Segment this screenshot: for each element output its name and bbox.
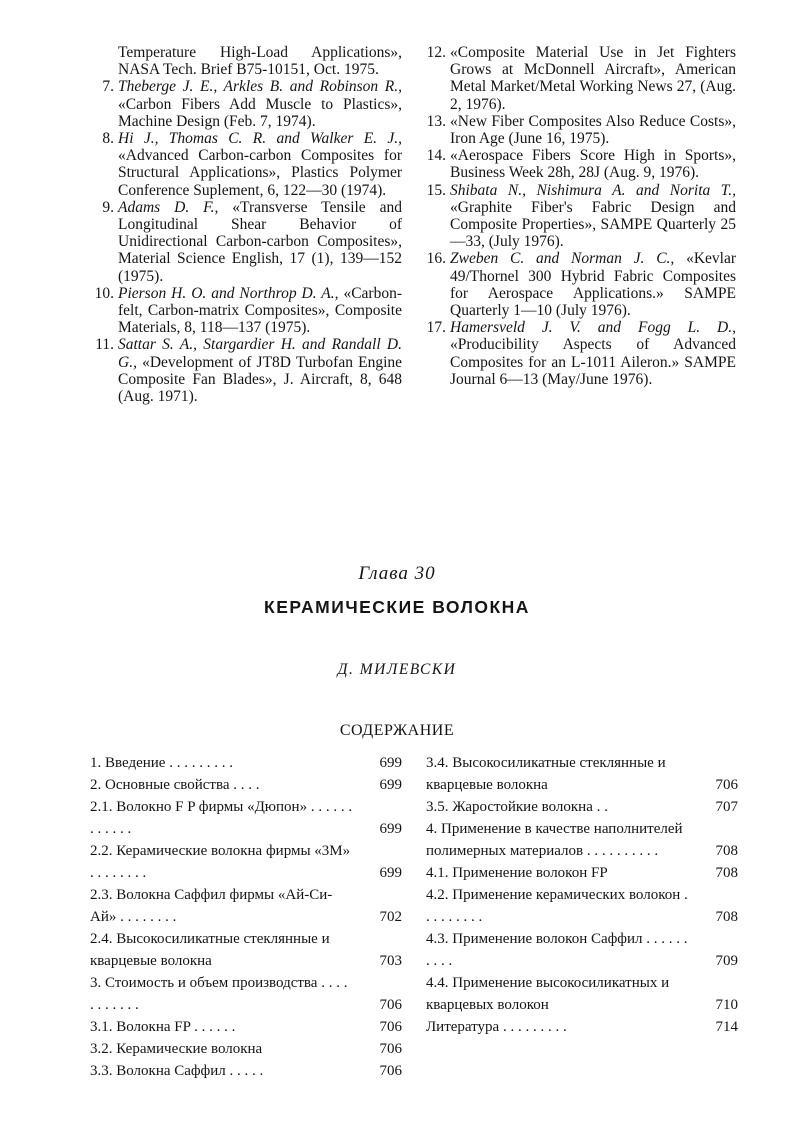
toc-entry-title: 4.2. Применение керамических волокон . . . . . . . . . bbox=[426, 887, 688, 925]
toc-entry bbox=[426, 818, 738, 862]
toc-page-number: 709 bbox=[715, 953, 738, 969]
reference-number: 13. bbox=[426, 112, 446, 130]
toc-entry bbox=[426, 1016, 738, 1038]
toc-entry bbox=[90, 972, 402, 1016]
reference-text: «New Fiber Composites Also Reduce Costs», Iron Age (June 16, 1975). bbox=[450, 112, 736, 148]
reference-item bbox=[90, 44, 402, 78]
toc-page-number: 706 bbox=[379, 1063, 402, 1079]
toc-entry bbox=[426, 928, 738, 972]
toc-entry bbox=[426, 862, 738, 884]
chapter-number: Глава 30 bbox=[358, 563, 436, 584]
reference-text: «Producibility Aspects of Advanced Composites for an L-1011 Aileron.» SAMPE Journal 6—13 (May/June 1976). bbox=[450, 336, 736, 388]
toc-entry-title: Литература . . . . . . . . . bbox=[426, 1019, 567, 1035]
contents-heading: СОДЕРЖАНИЕ bbox=[339, 722, 455, 739]
reference-text: Temperature High-Load Applications», NASA Tech. Brief B75-10151, Oct. 1975. bbox=[118, 44, 402, 79]
reference-number: 7. bbox=[102, 78, 114, 96]
toc-entry bbox=[90, 840, 402, 884]
reference-number: 12. bbox=[426, 44, 446, 61]
toc-page-number: 708 bbox=[715, 843, 738, 859]
reference-text: «Kevlar 49/Thornel 300 Hybrid Fabric Composites for Aerospace Applications.» SAMPE Quarterly 1—10 (July 1976). bbox=[450, 250, 737, 320]
toc-page-number: 699 bbox=[379, 821, 402, 837]
toc-entry-title: 3. Стоимость и объем производства . . . . . . . . . . . bbox=[90, 975, 348, 1013]
toc-entry-title: 4.1. Применение волокон FP bbox=[426, 865, 608, 881]
toc-page-number: 708 bbox=[715, 909, 738, 925]
toc-entry-title: 3.1. Волокна FP . . . . . . bbox=[90, 1019, 236, 1035]
reference-authors: Theberge J. E., Arkles B. and Robinson R., bbox=[118, 78, 402, 96]
reference-item bbox=[422, 319, 736, 388]
chapter-title: КЕРАМИЧЕСКИЕ ВОЛОКНА bbox=[264, 597, 530, 617]
toc-entry bbox=[90, 1060, 402, 1082]
reference-authors: Zweben C. and Norman J. C., bbox=[450, 250, 675, 268]
reference-number: 9. bbox=[102, 198, 114, 216]
toc-page-number: 699 bbox=[379, 777, 402, 793]
toc-page-number: 699 bbox=[379, 865, 402, 881]
reference-item bbox=[422, 44, 736, 113]
toc-entry-title: 4.4. Применение высокосиликатных и кварцевых волокон bbox=[426, 975, 670, 1013]
toc-page-number: 699 bbox=[379, 755, 402, 771]
reference-item bbox=[90, 78, 402, 130]
reference-item bbox=[90, 336, 402, 405]
toc-page-number: 714 bbox=[715, 1019, 738, 1035]
toc-entry-title: 4. Применение в качестве наполнителей полимерных материалов . . . . . . . . . . bbox=[426, 821, 683, 859]
reference-authors: Sattar S. A., Stargardier H. and Randall D. G., bbox=[118, 336, 402, 371]
reference-authors: Pierson H. O. and Northrop D. A., bbox=[118, 284, 339, 302]
toc-page-number: 706 bbox=[715, 777, 738, 793]
reference-number: 17. bbox=[426, 319, 446, 337]
toc-page-number: 706 bbox=[379, 1041, 402, 1057]
toc-entry-title: 1. Введение . . . . . . . . . bbox=[90, 755, 233, 771]
reference-number: 10. bbox=[94, 284, 114, 302]
reference-number: 14. bbox=[426, 147, 446, 165]
toc-entry bbox=[90, 796, 402, 840]
toc-entry bbox=[426, 972, 738, 1016]
toc-page-number: 702 bbox=[379, 909, 402, 925]
toc-entry-title: 2.4. Высокосиликатные стеклянные и кварцевые волокна bbox=[90, 931, 330, 969]
reference-authors: Hamersveld J. V. and Fogg L. D., bbox=[450, 319, 736, 337]
toc-entry bbox=[426, 884, 738, 928]
reference-number: 11. bbox=[95, 336, 114, 354]
toc-page-number: 706 bbox=[379, 997, 402, 1013]
reference-text: «Composite Material Use in Jet Fighters Grows at McDonnell Aircraft», American Metal Market/Metal Working News 27, (Aug. 2, 1976). bbox=[450, 44, 736, 113]
toc-entry bbox=[90, 928, 402, 972]
reference-item bbox=[90, 130, 402, 199]
reference-item bbox=[422, 250, 736, 319]
reference-number: 16. bbox=[426, 250, 446, 268]
references-left-column bbox=[90, 44, 402, 405]
toc-entry-title: 2.3. Волокна Саффил фирмы «Ай-Си-Ай» . . . . . . . . bbox=[90, 887, 333, 925]
reference-item bbox=[422, 113, 736, 147]
toc-entry bbox=[90, 1038, 402, 1060]
reference-item bbox=[422, 147, 736, 181]
toc-page-number: 708 bbox=[715, 865, 738, 881]
reference-item bbox=[90, 199, 402, 285]
toc-entry-title: 3.4. Высокосиликатные стеклянные и кварцевые волокна bbox=[426, 755, 666, 793]
toc-entry-title: 3.3. Волокна Саффил . . . . . bbox=[90, 1063, 264, 1079]
toc-entry-title: 2.2. Керамические волокна фирмы «3М» . . . . . . . . bbox=[90, 843, 351, 881]
toc-right-column bbox=[426, 752, 738, 1038]
toc-entry bbox=[90, 774, 402, 796]
toc-page-number: 706 bbox=[379, 1019, 402, 1035]
toc-page-number: 703 bbox=[379, 953, 402, 969]
reference-item bbox=[422, 182, 736, 251]
toc-left-column bbox=[90, 752, 402, 1082]
reference-number: 8. bbox=[102, 130, 114, 148]
reference-item bbox=[90, 285, 402, 337]
toc-entry-title: 2.1. Волокно F P фирмы «Дюпон» . . . . . . . . . . . . bbox=[90, 799, 353, 837]
reference-authors: Hi J., Thomas C. R. and Walker E. J., bbox=[118, 130, 402, 148]
reference-text: «Graphite Fiber's Fabric Design and Composite Properties», SAMPE Quarterly 25—33, (July 1976). bbox=[450, 198, 736, 251]
toc-entry bbox=[90, 752, 402, 774]
reference-number: 15. bbox=[426, 181, 446, 199]
toc-entry bbox=[426, 752, 738, 796]
toc-entry-title: 3.2. Керамические волокна bbox=[90, 1041, 263, 1057]
toc-page-number: 707 bbox=[715, 799, 738, 815]
chapter-author: Д. МИЛЕВСКИ bbox=[337, 661, 457, 678]
toc-entry bbox=[90, 1016, 402, 1038]
toc-entry bbox=[90, 884, 402, 928]
reference-text: «Advanced Carbon-carbon Composites for Structural Applications», Plastics Polymer Conference Suplement, 6, 122—30 (1974). bbox=[118, 147, 402, 199]
toc-page-number: 710 bbox=[715, 997, 738, 1013]
reference-text: «Development of JT8D Turbofan Engine Composite Fan Blades», J. Aircraft, 8, 648 (Aug. 1971). bbox=[118, 353, 403, 406]
reference-text: «Carbon-felt, Carbon-matrix Composites», Composite Materials, 8, 118—137 (1975). bbox=[118, 284, 403, 337]
references-right-column bbox=[422, 44, 736, 388]
reference-text: «Carbon Fibers Add Muscle to Plastics», Machine Design (Feb. 7, 1974). bbox=[118, 95, 402, 130]
reference-authors: Adams D. F., bbox=[118, 198, 219, 216]
toc-entry-title: 4.3. Применение волокон Саффил . . . . . . . . . . bbox=[426, 931, 688, 969]
toc-entry-title: 2. Основные свойства . . . . bbox=[90, 777, 260, 793]
reference-text: «Aerospace Fibers Score High in Sports», Business Week 28h, 28J (Aug. 9, 1976). bbox=[450, 147, 736, 182]
reference-text: «Transverse Tensile and Longitudinal Shear Behavior of Unidirectional Carbon-carbon Composites», Material Science English, 17 (1), 139—152 (1975). bbox=[118, 198, 403, 285]
toc-entry-title: 3.5. Жаростойкие волокна . . bbox=[426, 799, 608, 815]
reference-authors: Shibata N., Nishimura A. and Norita T., bbox=[450, 181, 736, 199]
toc-entry bbox=[426, 796, 738, 818]
